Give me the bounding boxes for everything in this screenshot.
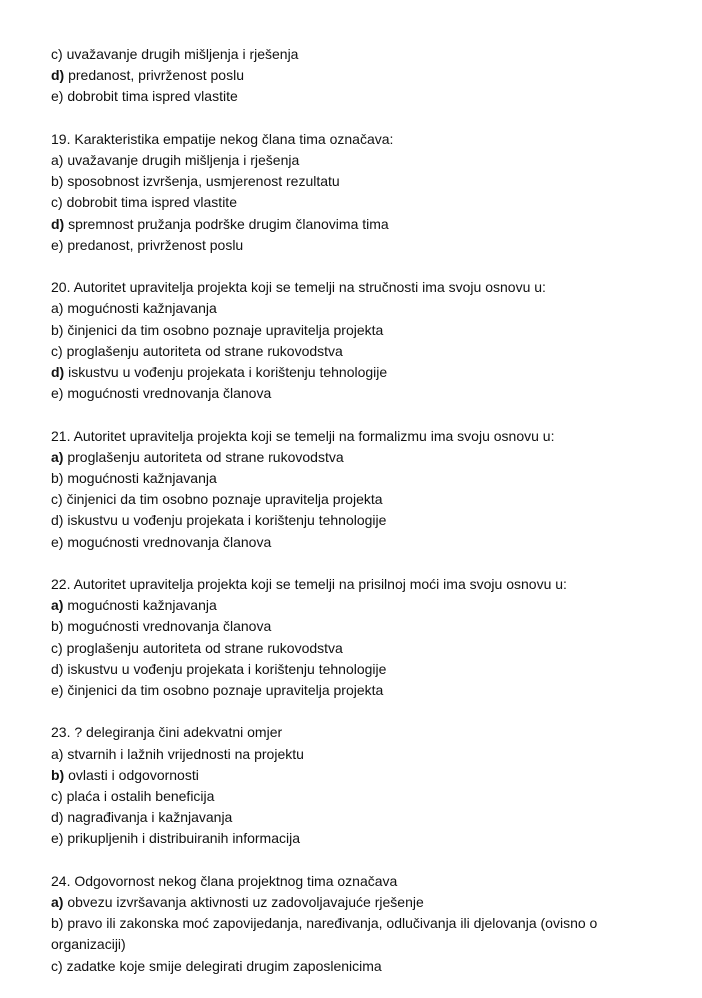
question-19 — [51, 129, 651, 256]
option-letter: a) — [51, 300, 64, 317]
option-text: proglašenju autoriteta od strane rukovodstva — [66, 342, 343, 359]
option-b — [51, 320, 651, 341]
option-text: činjenici da tim osobno poznaje upravitelja projekta — [67, 682, 384, 699]
option-text: sposobnost izvršenja, usmjerenost rezultatu — [67, 173, 340, 190]
option-text: mogućnosti vrednovanja članova — [67, 618, 272, 635]
option-text: iskustvu u vođenju projekata i korištenju tehnologije — [67, 512, 387, 529]
option-letter: d) — [51, 809, 64, 826]
option-text: mogućnosti kažnjavanja — [67, 470, 217, 487]
question-text: 19. Karakteristika empatije nekog člana tima označava: — [51, 130, 394, 147]
question-23 — [51, 722, 651, 849]
option-letter: e) — [51, 385, 64, 402]
option-letter-correct: a) — [51, 448, 64, 465]
option-e — [51, 680, 651, 701]
question-text: 22. Autoritet upravitelja projekta koji se temelji na prisilnoj moći ima svoju osnovu u: — [51, 576, 567, 593]
option-letter: a) — [51, 745, 64, 762]
option-letter: c) — [51, 788, 63, 805]
option-letter-correct: d) — [51, 215, 65, 232]
option-d — [51, 510, 651, 531]
question-18-continued — [51, 44, 651, 108]
option-text: dobrobit tima ispred vlastite — [67, 88, 238, 105]
option-text: plaća i ostalih beneficija — [66, 788, 215, 805]
option-text: predanost, privrženost poslu — [68, 67, 244, 84]
option-b — [51, 616, 651, 637]
option-c — [51, 489, 651, 510]
option-text: proglašenju autoriteta od strane rukovodstva — [67, 448, 344, 465]
option-letter: c) — [51, 194, 63, 211]
option-e — [51, 235, 651, 256]
question-text: 24. Odgovornost nekog člana projektnog tima označava — [51, 872, 398, 889]
question-21 — [51, 426, 651, 553]
option-e — [51, 532, 651, 553]
option-letter-correct: a) — [51, 894, 64, 911]
option-letter: e) — [51, 830, 64, 847]
option-letter: a) — [51, 152, 64, 168]
question-text: 23. ? delegiranja čini adekvatni omjer — [51, 724, 283, 741]
option-letter: e) — [51, 236, 64, 253]
option-b — [51, 765, 651, 786]
option-b — [51, 913, 646, 955]
option-a — [51, 150, 651, 171]
option-text: nagrađivanja i kažnjavanja — [67, 809, 233, 826]
option-letter: e) — [51, 682, 64, 699]
option-letter: b) — [51, 321, 64, 338]
option-d — [51, 214, 651, 235]
option-a — [51, 298, 651, 319]
option-d — [51, 807, 651, 828]
option-c — [51, 341, 651, 362]
question-24 — [51, 871, 651, 977]
option-d — [51, 362, 651, 383]
option-text: zadatke koje smije delegirati drugim zaposlenicima — [66, 957, 382, 974]
question-22 — [51, 574, 651, 701]
option-text: mogućnosti kažnjavanja — [67, 300, 217, 317]
question-20 — [51, 277, 651, 404]
option-letter: c) — [51, 639, 63, 656]
option-text: proglašenju autoriteta od strane rukovodstva — [66, 639, 343, 656]
option-letter-correct: a) — [51, 597, 64, 614]
option-c — [51, 192, 651, 213]
option-letter: b) — [51, 470, 64, 487]
option-c — [51, 786, 651, 807]
option-a — [51, 892, 651, 913]
option-letter: c) — [51, 342, 63, 359]
option-b — [51, 468, 651, 489]
option-letter: e) — [51, 88, 64, 105]
option-e — [51, 828, 651, 849]
option-a — [51, 744, 651, 765]
option-letter: b) — [51, 618, 64, 635]
option-letter-correct: b) — [51, 766, 65, 783]
option-letter-correct: d) — [51, 67, 65, 84]
option-a — [51, 595, 651, 616]
option-text: činjenici da tim osobno poznaje upravitelja projekta — [66, 491, 383, 508]
option-letter: b) — [51, 173, 64, 190]
option-text: stvarnih i lažnih vrijednosti na projektu — [67, 745, 304, 762]
option-text: iskustvu u vođenju projekata i korištenju tehnologije — [68, 364, 388, 381]
option-text: iskustvu u vođenju projekata i korištenju tehnologije — [67, 660, 387, 677]
option-text: obvezu izvršavanja aktivnosti uz zadovoljavajuće rješenje — [67, 894, 424, 911]
option-text: uvažavanje drugih mišljenja i rješenja — [67, 152, 300, 168]
option-text: predanost, privrženost poslu — [67, 236, 244, 253]
option-d — [51, 65, 651, 86]
document-page — [51, 44, 651, 998]
option-text: mogućnosti vrednovanja članova — [67, 385, 272, 402]
option-b — [51, 171, 651, 192]
option-text: mogućnosti kažnjavanja — [67, 597, 217, 614]
option-text: činjenici da tim osobno poznaje upravitelja projekta — [67, 321, 384, 338]
option-e — [51, 383, 651, 404]
option-text: dobrobit tima ispred vlastite — [66, 194, 237, 211]
option-letter: d) — [51, 512, 64, 529]
option-c — [51, 956, 651, 977]
option-text: spremnost pružanja podrške drugim članovima tima — [68, 215, 389, 232]
option-c — [51, 638, 651, 659]
option-text: pravo ili zakonska moć zapovijedanja, naređivanja, odlučivanja ili djelovanja (ovisno o organizaciji) — [51, 915, 598, 953]
option-d — [51, 659, 651, 680]
option-letter-correct: d) — [51, 364, 65, 381]
option-letter: d) — [51, 660, 64, 677]
option-text: uvažavanje drugih mišljenja i rješenja — [66, 46, 299, 62]
option-letter: c) — [51, 491, 63, 508]
option-letter: c) — [51, 46, 63, 62]
option-text: prikupljenih i distribuiranih informacija — [67, 830, 301, 847]
question-text: 20. Autoritet upravitelja projekta koji se temelji na stručnosti ima svoju osnovu u: — [51, 279, 546, 296]
option-a — [51, 447, 651, 468]
option-letter: c) — [51, 957, 63, 974]
option-e — [51, 86, 651, 107]
option-text: mogućnosti vrednovanja članova — [67, 533, 272, 550]
question-text: 21. Autoritet upravitelja projekta koji se temelji na formalizmu ima svoju osnovu u: — [51, 427, 555, 444]
option-text: ovlasti i odgovornosti — [68, 766, 199, 783]
option-letter: b) — [51, 915, 64, 932]
option-letter: e) — [51, 533, 64, 550]
option-c — [51, 44, 651, 65]
